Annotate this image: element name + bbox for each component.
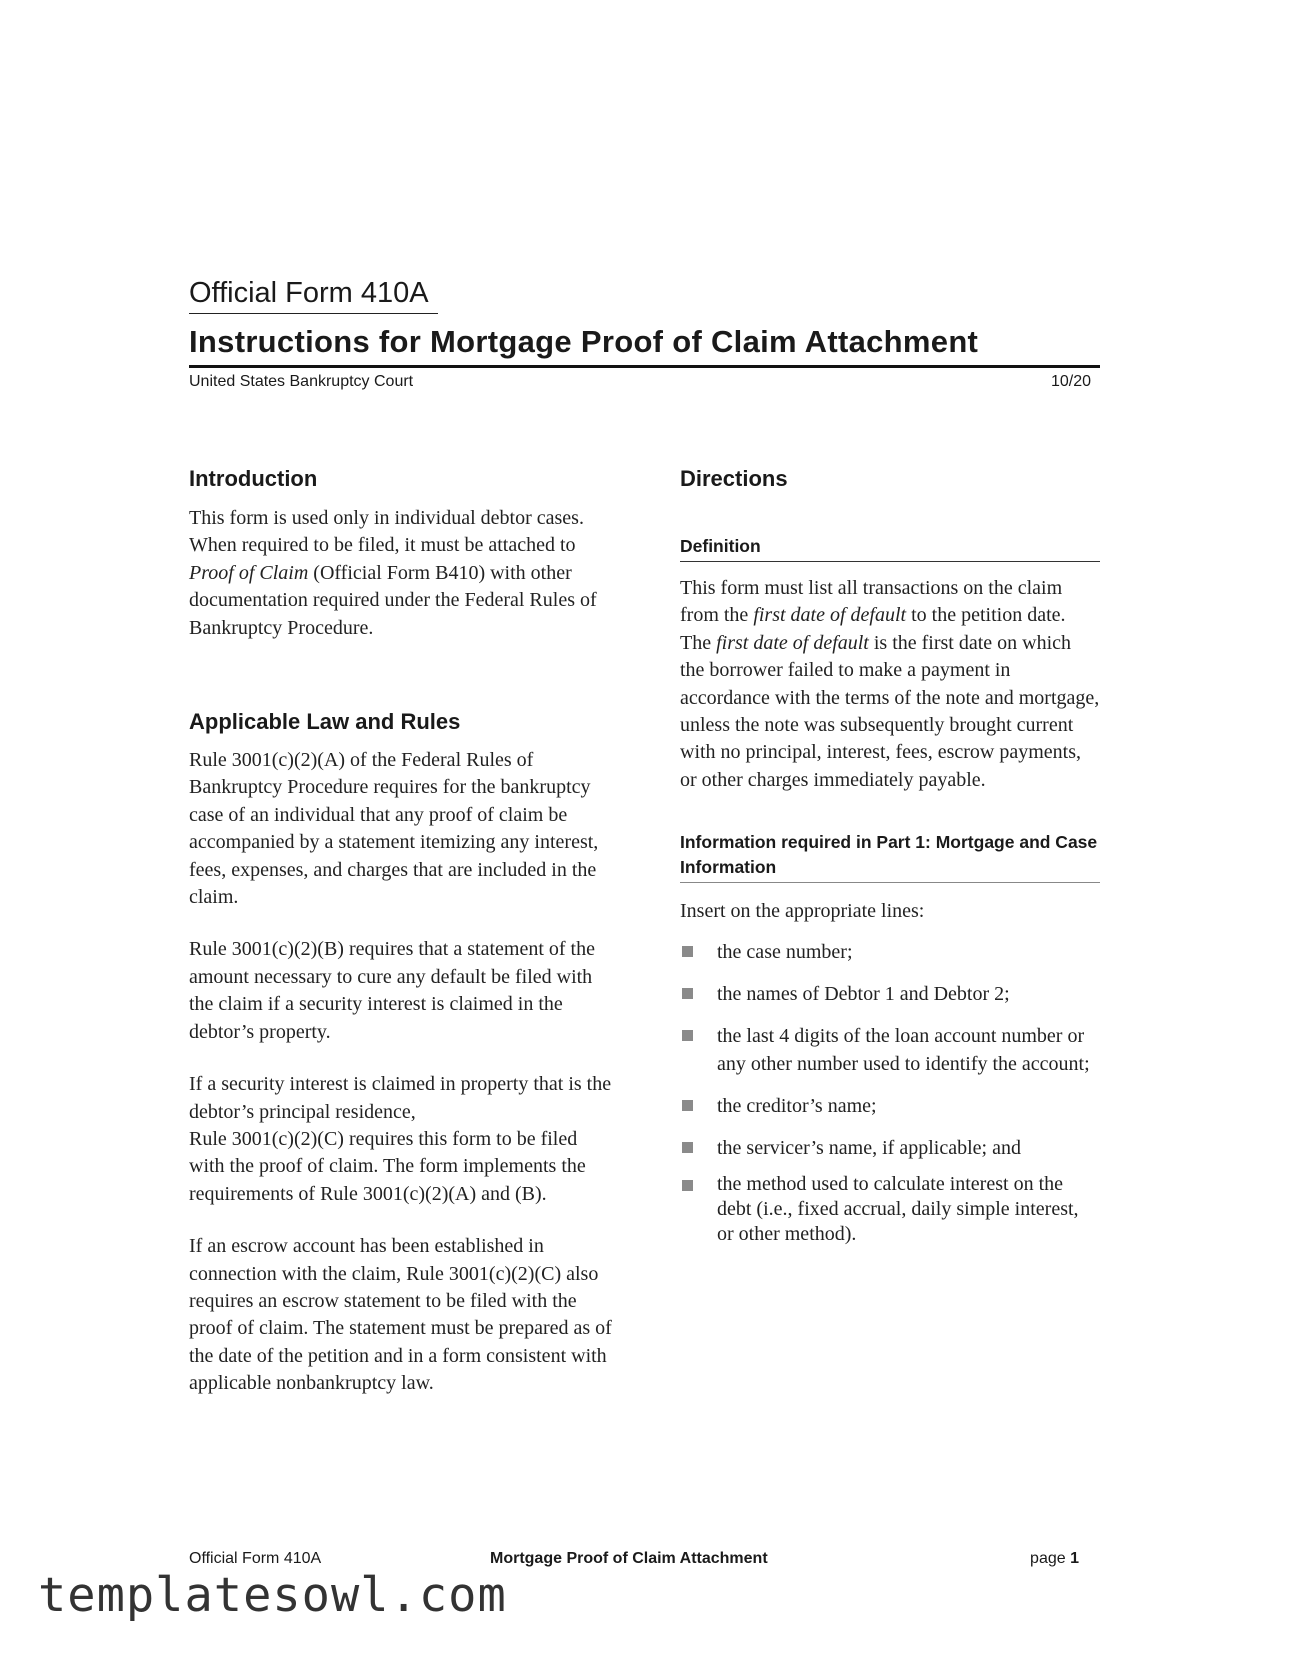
law-paragraph-3 [189,1071,614,1208]
list-item-text: the last 4 digits of the loan account number or any other number used to identify the account; [717,1024,1090,1075]
watermark: templatesowl.com [38,1568,507,1623]
def-text-2: to the petition date. The [680,604,1066,654]
law-paragraph-2: Rule 3001(c)(2)(B) requires that a statement of the amount necessary to cure any default be filed with the claim if a security interest is claimed in the debtor’s property. [189,938,595,1043]
form-number: Official Form 410A [189,276,438,314]
list-item [680,938,1100,966]
square-bullet-icon [682,1030,693,1041]
introduction-text [189,505,614,642]
part1-heading: Information required in Part 1: Mortgage and Case Information [680,830,1100,883]
right-column [680,465,1100,1247]
list-item [680,1022,1100,1078]
def-text-3: is the first date on which the borrower failed to make a payment in accordance with the terms of the note and mortgage, unless the note was subsequently brought current with no principal, interest, fees, escrow payments, or other charges immediately payable. [680,631,1100,791]
square-bullet-icon [682,1142,693,1153]
footer-title: Mortgage Proof of Claim Attachment [490,1550,768,1567]
list-item-text: the names of Debtor 1 and Debtor 2; [717,982,1010,1005]
introduction-heading: Introduction [189,466,318,491]
list-item [680,1134,1100,1162]
directions-heading: Directions [680,466,788,491]
law-paragraph-3-part-2: Rule 3001(c)(2)(C) requires this form to be filed with the proof of claim. The form implements the requirements of Rule 3001(c)(2)(A) and (B). [189,1127,586,1205]
page-title: Instructions for Mortgage Proof of Claim Attachment [189,323,1100,368]
square-bullet-icon [682,946,693,957]
def-text-1: This form must list all transactions on the claim from the [680,577,1063,627]
square-bullet-icon [682,1180,693,1191]
list-item [680,1092,1100,1120]
law-paragraph-4: If an escrow account has been established in connection with the claim, Rule 3001(c)(2)(C) also requires an escrow statement to be filed with the proof of claim. The statement must be prepared as of the date of the petition and in a form consistent with applicable nonbankruptcy law. [189,1235,612,1395]
form-version: 10/20 [1050,373,1091,390]
list-item-text: the case number; [717,940,853,963]
square-bullet-icon [682,988,693,999]
intro-text-italic: Proof of Claim [189,561,309,584]
list-item-text: the method used to calculate interest on the debt (i.e., fixed accrual, daily simple interest, or other method). [717,1172,1079,1245]
definition-text [680,575,1100,794]
list-item [680,1172,1100,1247]
definition-heading: Definition [680,534,1100,562]
page-number [1030,1549,1079,1569]
court-name: United States Bankruptcy Court [189,373,414,390]
required-info-list [680,938,1100,1247]
def-italic-1: first date of default [753,604,907,627]
square-bullet-icon [682,1100,693,1111]
intro-text-part-1: This form is used only in individual debtor cases. When required to be filed, it must be attached to [189,507,584,557]
page-number-value: 1 [1070,1550,1079,1567]
applicable-law-heading: Applicable Law and Rules [189,709,461,735]
law-paragraph-1: Rule 3001(c)(2)(A) of the Federal Rules of Bankruptcy Procedure requires for the bankruptcy case of an individual that any proof of claim be accompanied by a statement itemizing any interest, fees, expenses, and charges that are included in the claim. [189,749,599,909]
intro-text-part-2: (Official Form B410) with other documentation required under the Federal Rules of Bankruptcy Procedure. [189,561,597,639]
footer-form-number: Official Form 410A [189,1550,322,1567]
page-label: page [1030,1550,1071,1567]
left-column [189,465,614,1398]
subheader [189,372,1091,392]
list-item [680,980,1100,1008]
list-item-text: the creditor’s name; [717,1094,877,1117]
law-paragraph-3-part-1: If a security interest is claimed in property that is the debtor’s principal residence, [189,1073,612,1123]
insert-instructions: Insert on the appropriate lines: [680,900,925,923]
def-italic-2: first date of default [716,631,869,654]
list-item-text: the servicer’s name, if applicable; and [717,1136,1021,1159]
